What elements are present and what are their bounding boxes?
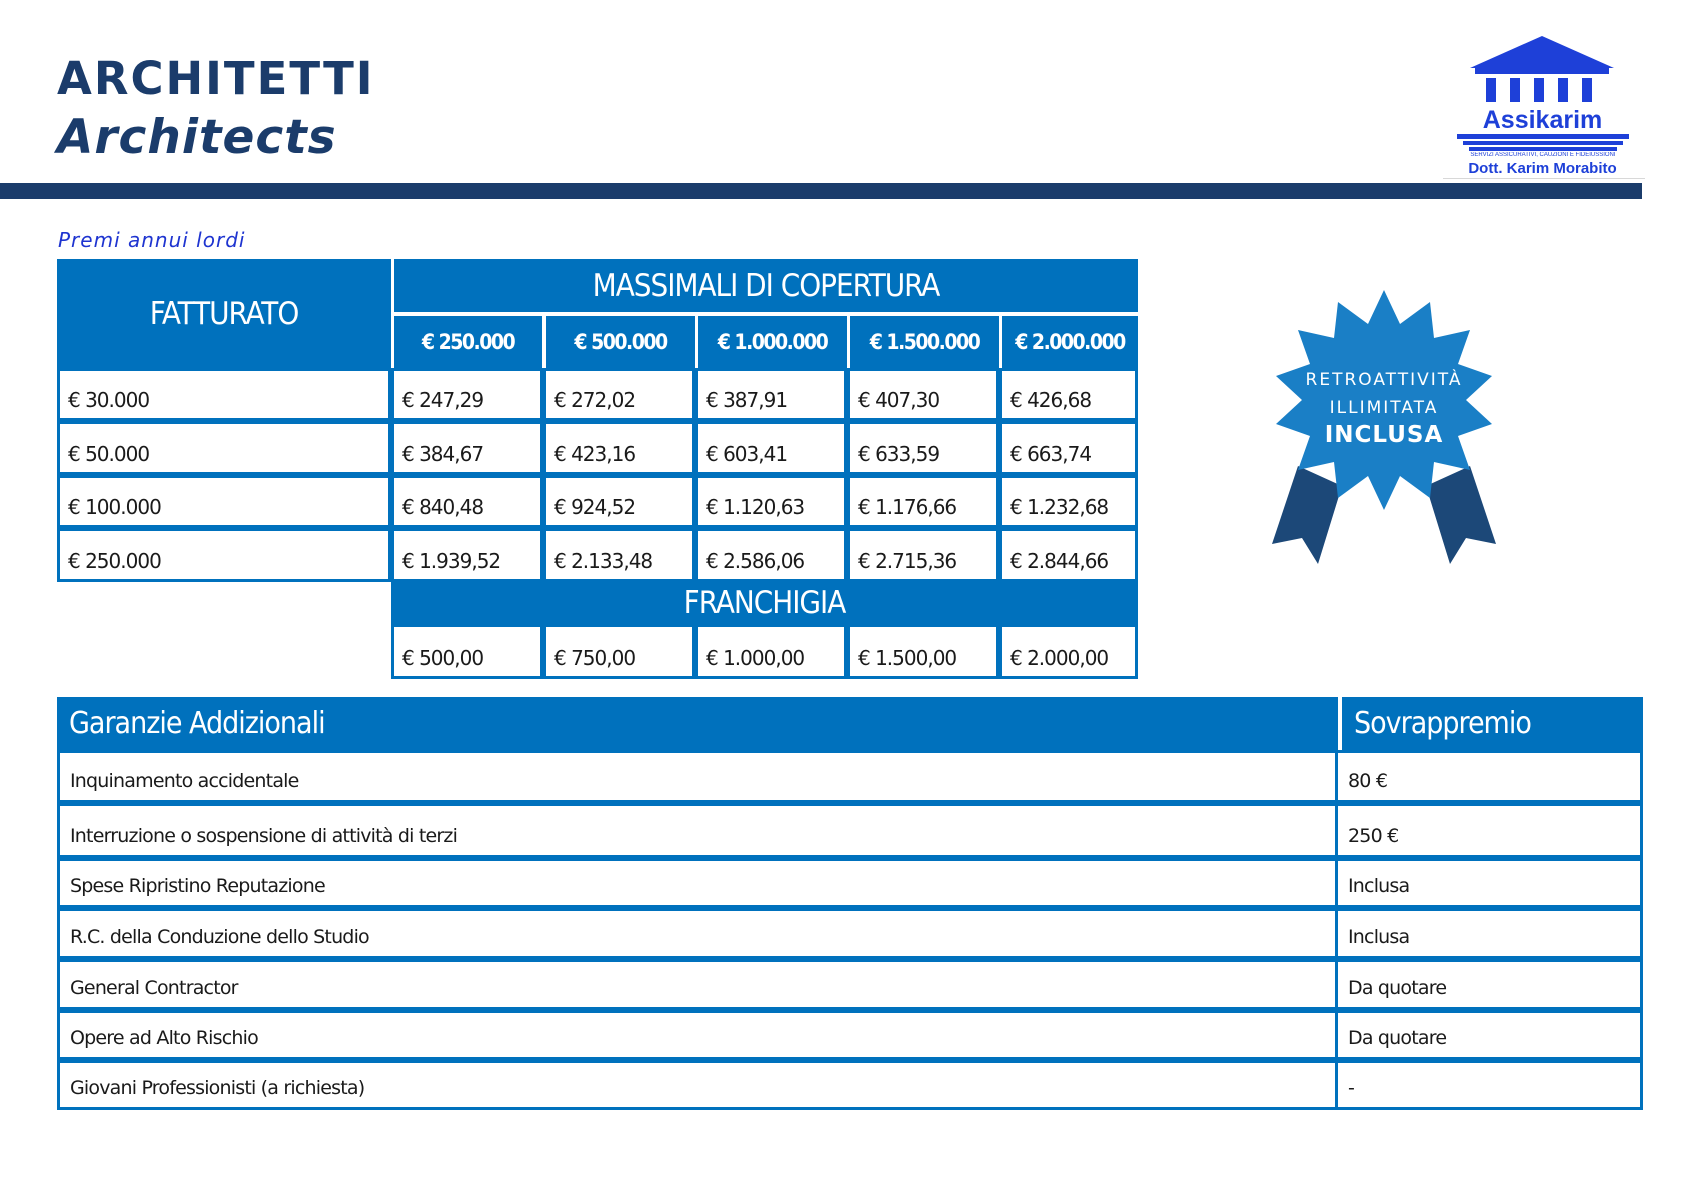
retroactivity-badge (1268, 286, 1500, 576)
guarantee-value-cell: 250 € (1335, 803, 1643, 858)
badge-line-1: RETROATTIVITÀ (1305, 370, 1463, 390)
premium-cell: € 407,30 (847, 368, 999, 421)
guarantee-name-cell: General Contractor (57, 959, 1338, 1010)
premium-cell: € 387,91 (695, 368, 847, 421)
page-title: ARCHITETTI (57, 52, 375, 105)
premium-cell: € 1.939,52 (391, 528, 543, 582)
guarantee-name-cell: Opere ad Alto Rischio (57, 1010, 1338, 1060)
premium-cell: € 840,48 (391, 475, 543, 528)
fatturato-cell: € 30.000 (57, 368, 391, 421)
header-divider (0, 183, 1642, 199)
guarantee-value-cell: Da quotare (1335, 959, 1643, 1010)
premium-cell: € 663,74 (999, 421, 1138, 475)
premium-cell: € 1.176,66 (847, 475, 999, 528)
logo-brand-name: Assikarim (1482, 106, 1603, 134)
fatturato-cell: € 50.000 (57, 421, 391, 475)
premium-cell: € 384,67 (391, 421, 543, 475)
temple-logo-icon (1435, 32, 1650, 112)
premium-cell: € 633,59 (847, 421, 999, 475)
premium-cell: € 924,52 (543, 475, 695, 528)
deductible-cell: € 1.500,00 (847, 624, 999, 679)
deductible-cell: € 2.000,00 (999, 624, 1138, 679)
premium-cell: € 2.715,36 (847, 528, 999, 582)
logo-steps-icon (1457, 134, 1629, 152)
logo-doctor-name: Dott. Karim Morabito (1468, 160, 1617, 177)
premium-cell: € 272,02 (543, 368, 695, 421)
assikarim-logo (1435, 32, 1650, 182)
column-header: € 250.000 (394, 316, 542, 368)
guarantee-value-cell: 80 € (1335, 750, 1643, 803)
guarantees-header: Garanzie Addizionali (57, 697, 1338, 750)
badge-line-2: ILLIMITATA (1329, 398, 1439, 418)
fatturato-cell: € 100.000 (57, 475, 391, 528)
guarantee-name-cell: Inquinamento accidentale (57, 750, 1338, 803)
guarantee-value-cell: Da quotare (1335, 1010, 1643, 1060)
premium-cell: € 423,16 (543, 421, 695, 475)
fatturato-cell: € 250.000 (57, 528, 391, 582)
column-header: € 2.000.000 (1002, 316, 1138, 368)
premium-cell: € 2.844,66 (999, 528, 1138, 582)
guarantee-name-cell: Spese Ripristino Reputazione (57, 858, 1338, 908)
column-header: € 1.500.000 (850, 316, 999, 368)
guarantee-name-cell: Interruzione o sospensione di attività di terzi (57, 803, 1338, 858)
premium-cell: € 247,29 (391, 368, 543, 421)
column-header: € 500.000 (546, 316, 695, 368)
deductible-cell: € 500,00 (391, 624, 543, 679)
massimali-header: MASSIMALI DI COPERTURA (394, 259, 1138, 312)
guarantee-value-cell: Inclusa (1335, 858, 1643, 908)
premium-cell: € 2.133,48 (543, 528, 695, 582)
column-header: € 1.000.000 (698, 316, 847, 368)
premium-cell: € 603,41 (695, 421, 847, 475)
guarantee-value-cell: Inclusa (1335, 908, 1643, 959)
deductible-cell: € 1.000,00 (695, 624, 847, 679)
surcharge-header: Sovrappremio (1338, 697, 1643, 750)
guarantee-name-cell: R.C. della Conduzione dello Studio (57, 908, 1338, 959)
badge-line-3: INCLUSA (1324, 422, 1444, 448)
deductible-cell: € 750,00 (543, 624, 695, 679)
premium-cell: € 2.586,06 (695, 528, 847, 582)
premium-cell: € 426,68 (999, 368, 1138, 421)
fatturato-header: FATTURATO (57, 259, 391, 368)
page-subtitle-english: Architects (57, 110, 337, 165)
premium-cell: € 1.232,68 (999, 475, 1138, 528)
premium-cell: € 1.120,63 (695, 475, 847, 528)
franchigia-header: FRANCHIGIA (391, 582, 1138, 624)
guarantee-name-cell: Giovani Professionisti (a richiesta) (57, 1060, 1338, 1110)
premiums-caption: Premi annui lordi (58, 228, 246, 252)
logo-tagline: SERVIZI ASSICURATIVI, CAUZIONI E FIDEIUSSIONI (1470, 152, 1616, 158)
guarantee-value-cell: - (1335, 1060, 1643, 1110)
logo-underline (1443, 178, 1645, 179)
